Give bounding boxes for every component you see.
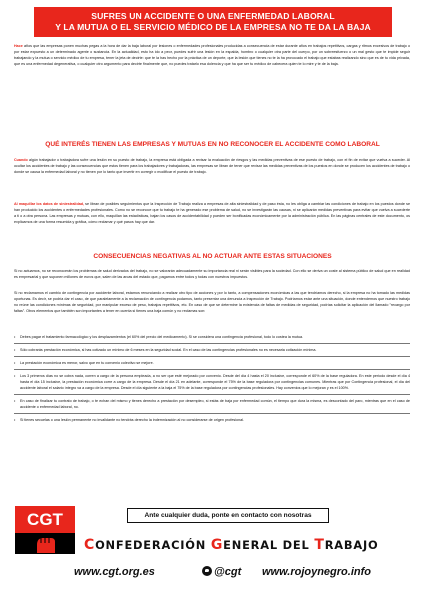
section2-paragraph1: Si no actuamos, no se reconocerán los problemas de salud derivados del trabajo, no se valorarán adecuadamente su importancia real ni serán visibles para la sociedad. Con ello se deriva un coste al sistema público de salud que en realidad es empresarial y que suponen millones de euros que, salen de las arcas del estado que, pagamos entre todos y todas con nuestros impuestos. xyxy=(14,269,410,279)
bullet-dot: • xyxy=(14,335,16,339)
divider xyxy=(14,356,410,357)
website-link[interactable]: www.cgt.org.es xyxy=(74,566,155,578)
list-item xyxy=(14,360,410,368)
bullet-dot: • xyxy=(14,374,16,378)
list-item xyxy=(14,373,410,393)
org-word-3: DEL xyxy=(282,538,310,552)
section1-title: QUÉ INTERÉS TIENEN LAS EMPRESAS Y MUTUAS EN NO RECONOCER EL ACCIDENTE COMO LABORAL xyxy=(45,141,380,148)
banner-title-line1: SUFRES UN ACCIDENTE O UNA ENFERMEDAD LABORAL xyxy=(91,11,335,21)
org-word-2: ENERAL xyxy=(223,538,278,552)
cgt-logo xyxy=(15,506,75,554)
list-item-text: Sólo cobrarás prestación económica, si has cotizado un mínimo de 6 meses en la seguridad social. En el caso de las contingencias profesionales no es necesaria cotización mínima. xyxy=(20,348,317,352)
section1-p2-lead: Al maquillar los datos de siniestralidad, xyxy=(14,202,85,206)
list-item-text: Debes pagar el tratamiento farmacológico y los desplazamientos (el 60% del precio del medicamento). Si se considera una contingencia profesional, todo lo costea la mutua. xyxy=(20,335,304,339)
bullet-dot: • xyxy=(14,418,16,422)
rojoynegro-link[interactable]: www.rojoynegro.info xyxy=(262,566,371,578)
cgt-logo-text: CGT xyxy=(15,506,75,533)
intro-paragraph xyxy=(14,43,410,67)
section2-paragraph2: Si no reclamamos el cambio de contingencia por accidente laboral, estamos renunciando a realizar otro tipo de acciones y por lo tanto, a compensaciones económicas a las que tendríamos derecho, si la empresa no ha tomado las medidas oportunas. Es decir, se podría dar el caso, de que paralelamente a la reclamación de contingencia podamos, tanto presentar una denuncia a Inspección de Trabajo. Podríamos estar ante una situación, donde entendemos que nuestro trabajo no reúne las condiciones mínimas de seguridad, por manipular exceso de peso, trabajos repetitivos, etc. En caso de que se determine la existencia de faltas de medidas de seguridad, podrías solicitar la aplicación del llamado "recargo por faltas". Otros elementos que también son importantes a tener en cuenta si tienes una baja común y no reclamas son: xyxy=(14,291,410,313)
twitter-handle-text: @cgt xyxy=(214,566,242,578)
list-item-text: Si tienes secuelas o una lesión permanente no invalidante no tendrás derecho la indemnización al no considerarse de origen profesional. xyxy=(20,418,245,422)
section1-p2-text: se libran de posibles seguimientos que la Inspección de Trabajo realiza a empresas de alta siniestralidad y de paso ésta, no les obliga a cambiar las condiciones de trabajo en los puestos donde se han producido los accidentes o enfermedades profesionales. Como no se reconoce que tu trabajo te ha generado ese problema de salud, no se investigarán las causas, ni se aplicarán medidas preventivas para evitar que vuelva a sucederte a ti o a otra persona. Las empresas y mutuas, con ello, maquillan las estadísticas, bajan los casos de accidentabilidad y pueden ser bonificadas económicamente por la administración pública. En las páginas centrales de este documento, os explicamos de una forma resumida y gráfica, cómo reclamar y qué pasos hay que dar. xyxy=(14,202,410,224)
org-word-1: ONFEDERACIÓN xyxy=(95,538,207,552)
list-item xyxy=(14,347,410,355)
twitter-handle[interactable] xyxy=(202,562,241,582)
banner-title-line2: Y LA MUTUA O EL SERVICIO MÉDICO DE LA EMPRESA NO TE DA LA BAJA xyxy=(55,22,371,32)
divider xyxy=(14,343,410,344)
header-banner xyxy=(34,7,392,37)
list-item-text: La prestación económica es menor, salvo que en tu convenio colectivo se mejore. xyxy=(20,361,154,365)
bullet-dot: • xyxy=(14,348,16,352)
footer-links xyxy=(74,562,424,582)
bullet-dot: • xyxy=(14,399,16,403)
divider xyxy=(14,413,410,414)
twitter-icon xyxy=(202,566,212,576)
section1-paragraph1 xyxy=(14,157,410,175)
list-item-text: En caso de finalizar tu contrato de trabajo, o te echan del mismo y tienes derecho a prestación por desempleo, si estás de baja por enfermedad común, el tiempo que dura la misma, es descontado del paro, mientras que en el caso de accidente o enfermedad laboral, no. xyxy=(20,399,410,409)
contact-notice-box: Ante cualquier duda, ponte en contacto con nosotras xyxy=(127,508,329,523)
list-item xyxy=(14,417,410,425)
divider xyxy=(14,369,410,370)
section1-p1-lead: Cuando xyxy=(14,158,28,162)
organization-name: CONFEDERACIÓN GENERAL DEL TRABAJO xyxy=(84,537,379,553)
intro-text: años que las empresas ponen muchas pegas a la hora de dar la baja laboral por lesiones o enfermedades profesionales producidas a consecuencia de estar durante años en trabajos repetitivos, cargas y ritmos excesivos de trabajo o por estar expuesto a un determinado agente o sustancia. En la actualidad, esto ha ido a peor, puedes sufrir una lesión en la espalda, hombro o cualquier otra parte del cuerpo, por un sobreesfuerzo o un mal gesto que te impide seguir trabajando y la mutua o servicio médico de tu empresa, tener la jeta de decirte: que te la has hecho por la práctica de un deporte, que la lesión que tienes no te la ha provocado el trabajo que estabas realizando sino que es de tu vida privada, que es una enfermedad degenerativa, o cualquier otro argumento para decirte finalmente que, no puedes tratarlo esa dolencia y que ha que ser tu médico de cabecera quien te lo mire y te de la baja. xyxy=(14,44,410,66)
consequences-list xyxy=(14,334,410,425)
section1-p1-text: algún trabajador o trabajadora sufre una lesión en su puesto de trabajo, la empresa está obligada a revisar la evaluación de riesgos y las medidas preventivas de ese puesto de trabajo, con el fin de evitar que vuelva a suceder. Al ocultar los accidentes de trabajo y las consecuencias que estos tienen para los trabajadores y trabajadoras, las empresas se libran de tener que revisar las medidas preventivas de los puestos en donde se producen los accidentes de trabajo o donde se causa la enfermedad laboral y no tienen por lo tanto que invertir en corregir o modificar el puesto de trabajo. xyxy=(14,158,410,174)
section1-paragraph2 xyxy=(14,201,410,225)
section2-title: CONSECUENCIAS NEGATIVAS AL NO ACTUAR ANTE ESTAS SITUACIONES xyxy=(93,253,332,260)
intro-lead-word: Hace xyxy=(14,44,23,48)
bullet-dot: • xyxy=(14,361,16,365)
org-word-4: RABAJO xyxy=(324,538,379,552)
raised-fist-icon xyxy=(15,533,75,554)
divider xyxy=(14,394,410,395)
list-item xyxy=(14,334,410,342)
list-item xyxy=(14,398,410,412)
list-item-text: Los 3 primeros días no se cobra nada, corren a cargo de la persona empleada, a no ser que esté mejorado por convenio. Desde del día 4 hasta el 20 inclusive, corresponde el 60% de la base reguladora. En este periodo desde el día 4 hasta el día 15 inclusive, la prestación económica corre a cargo de la empresa. Desde el día 21 en adelante, corresponde el 75% de la base reguladora por contingencias comunes. Mientras que por Contingencia profesional, el día del accidente laboral el salario íntegro va a cargo de la empresa. Desde el día siguiente a la baja el 75% de la base reguladora por contingencias profesionales. Hay convenios que lo mejoran y es el 100%. xyxy=(20,374,410,390)
